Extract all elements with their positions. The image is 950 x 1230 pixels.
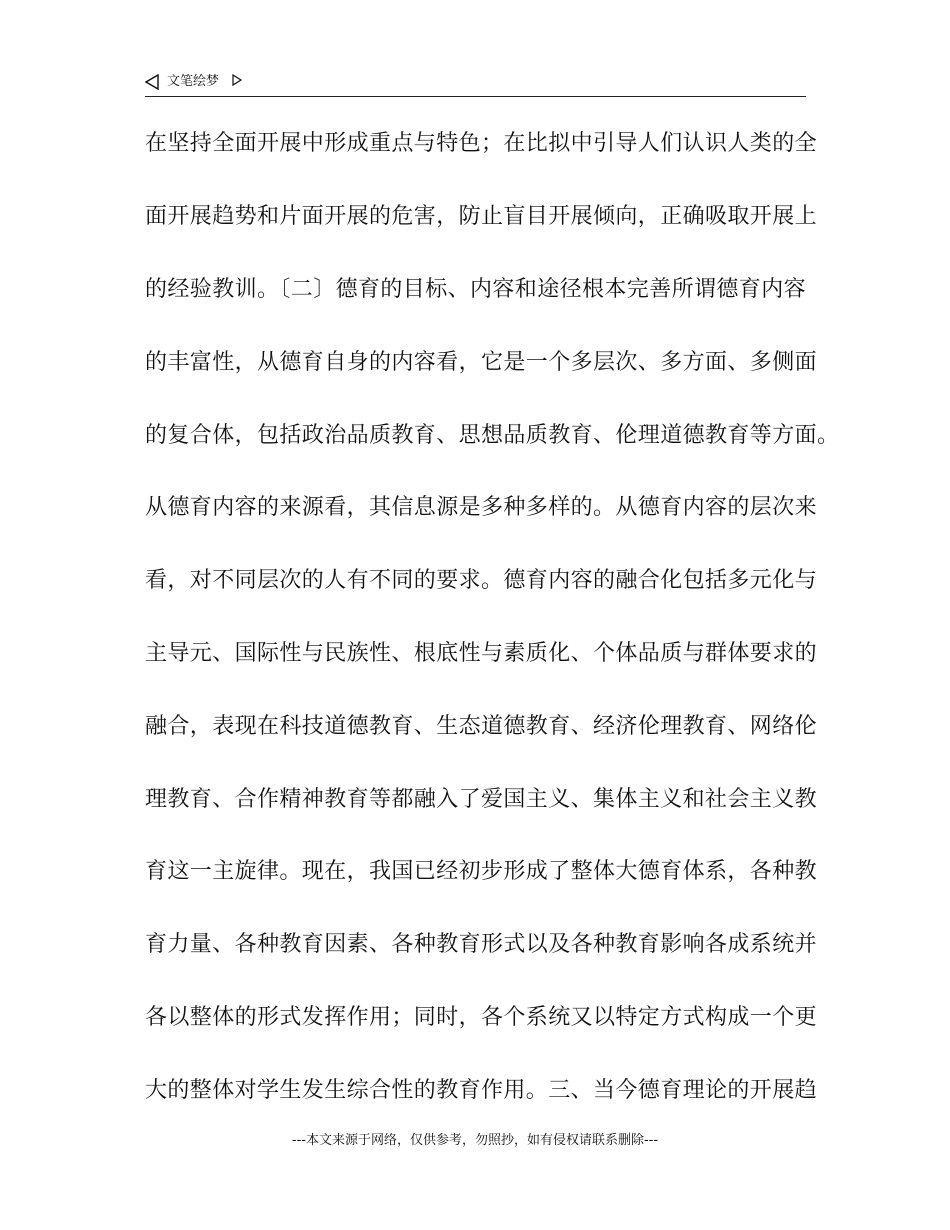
- text-line: 大的整体对学生发生综合性的教育作用。三、当今德育理论的开展趋: [145, 1078, 818, 1103]
- text-line: 理教育、合作精神教育等都融入了爱国主义、集体主义和社会主义教: [145, 787, 818, 812]
- text-line: 在坚持全面开展中形成重点与特色；在比拟中引导人们认识人类的全: [145, 131, 818, 156]
- text-line: 看，对不同层次的人有不同的要求。德育内容的融合化包括多元化与: [145, 568, 818, 593]
- page-header: [145, 70, 806, 97]
- text-line: 融合，表现在科技道德教育、生态道德教育、经济伦理教育、网络伦: [145, 714, 818, 739]
- header-title: 文笔绘梦: [167, 74, 220, 89]
- page-footer-disclaimer: ---本文来源于网络，仅供参考，勿照抄，如有侵权请联系删除---: [291, 1133, 659, 1148]
- text-line: 主导元、国际性与民族性、根底性与素质化、个体品质与群体要求的: [145, 641, 818, 666]
- text-line: 育这一主旋律。现在，我国已经初步形成了整体大德育体系，各种教: [145, 859, 818, 884]
- triangle-right-outline-icon: [232, 74, 242, 86]
- text-line: 育力量、各种教育因素、各种教育形式以及各种教育影响各成系统并: [145, 932, 818, 957]
- text-line: 的丰富性，从德育自身的内容看，它是一个多层次、多方面、多侧面: [145, 350, 818, 375]
- text-line: 从德育内容的来源看，其信息源是多种多样的。从德育内容的层次来: [145, 495, 818, 520]
- text-line: 的复合体，包括政治品质教育、思想品质教育、伦理道德教育等方面。: [145, 423, 840, 448]
- text-line: 各以整体的形式发挥作用；同时，各个系统又以特定方式构成一个更: [145, 1005, 818, 1030]
- triangle-left-outline-icon: [145, 74, 159, 90]
- text-line: 面开展趋势和片面开展的危害，防止盲目开展倾向，正确吸取开展上: [145, 204, 818, 229]
- text-line: 的经验教训。〔二〕德育的目标、内容和途径根本完善所谓德育内容: [145, 277, 807, 302]
